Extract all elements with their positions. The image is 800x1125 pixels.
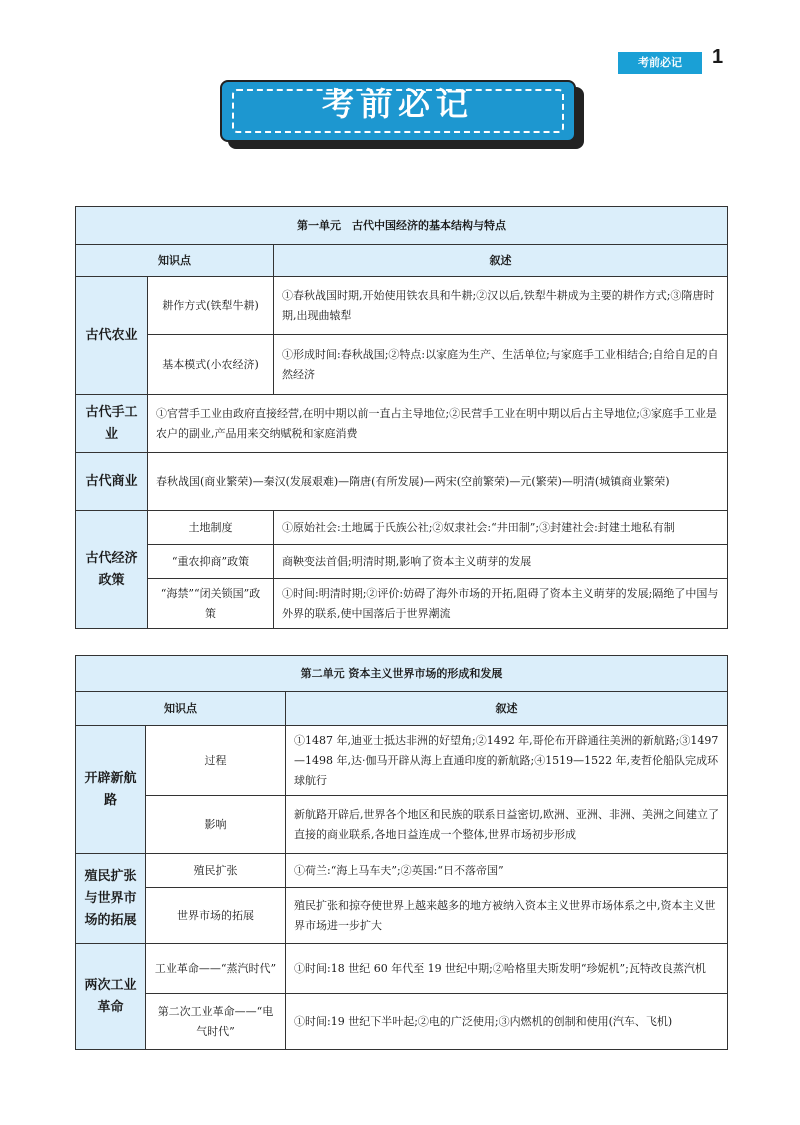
description: ①春秋战国时期,开始使用铁农具和牛耕;②汉以后,铁犁牛耕成为主要的耕作方式;③隋唐时期,出现曲辕犁 [274, 277, 728, 335]
unit2-col-desc: 叙述 [286, 692, 728, 726]
table-row [76, 579, 728, 629]
unit2-col-knowledge: 知识点 [76, 692, 286, 726]
table-row [76, 395, 728, 453]
knowledge-point: 耕作方式(铁犁牛耕) [148, 277, 274, 335]
table-row [76, 944, 728, 994]
category-policy: 古代经济政策 [76, 511, 148, 629]
table-row [76, 453, 728, 511]
description: 商鞅变法首倡;明清时期,影响了资本主义萌芽的发展 [274, 545, 728, 579]
table-row [76, 335, 728, 395]
banner-title: 考前必记 [321, 85, 474, 123]
category-commerce: 古代商业 [76, 453, 148, 511]
description: 春秋战国(商业繁荣)—秦汉(发展艰难)—隋唐(有所发展)—两宋(空前繁荣)—元(繁荣)—明清(城镇商业繁荣) [148, 453, 728, 511]
unit2-title: 第二单元 资本主义世界市场的形成和发展 [76, 656, 728, 692]
knowledge-point: “海禁”“闭关锁国”政策 [148, 579, 274, 629]
unit1-col-knowledge: 知识点 [76, 245, 274, 277]
category-industrial-revolution: 两次工业革命 [76, 944, 146, 1050]
category-colonial-expansion: 殖民扩张与世界市场的拓展 [76, 854, 146, 944]
description: ①时间:明清时期;②评价:妨碍了海外市场的开拓,阻碍了资本主义萌芽的发展;隔绝了中国与外界的联系,使中国落后于世界潮流 [274, 579, 728, 629]
description: ①荷兰:“海上马车夫”;②英国:“日不落帝国” [286, 854, 728, 888]
table-row [76, 796, 728, 854]
unit1-col-desc: 叙述 [274, 245, 728, 277]
knowledge-point: 殖民扩张 [146, 854, 286, 888]
knowledge-point: 土地制度 [148, 511, 274, 545]
title-banner [220, 80, 576, 142]
knowledge-point: 世界市场的拓展 [146, 888, 286, 944]
description: ①1487 年,迪亚士抵达非洲的好望角;②1492 年,哥伦布开辟通往美洲的新航路;③1497—1498 年,达·伽马开辟从海上直通印度的新航路;④1519—1522 年,麦哲伦船队完成环球航行 [286, 726, 728, 796]
description: ①原始社会:土地属于氏族公社;②奴隶社会:“井田制”;③封建社会:封建土地私有制 [274, 511, 728, 545]
table-row [76, 277, 728, 335]
description: ①形成时间:春秋战国;②特点:以家庭为生产、生活单位;与家庭手工业相结合;自给自足的自然经济 [274, 335, 728, 395]
description: ①官营手工业由政府直接经营,在明中期以前一直占主导地位;②民营手工业在明中期以后占主导地位;③家庭手工业是农户的副业,产品用来交纳赋税和家庭消费 [148, 395, 728, 453]
table-row [76, 726, 728, 796]
knowledge-point: “重农抑商”政策 [148, 545, 274, 579]
section-badge: 考前必记 [618, 52, 702, 74]
description: ①时间:19 世纪下半叶起;②电的广泛使用;③内燃机的创制和使用(汽车、飞机) [286, 994, 728, 1050]
page-number: 1 [712, 46, 724, 68]
unit1-table [75, 206, 728, 629]
category-new-routes: 开辟新航路 [76, 726, 146, 854]
table-row [76, 854, 728, 888]
knowledge-point: 过程 [146, 726, 286, 796]
knowledge-point: 工业革命——“蒸汽时代” [146, 944, 286, 994]
knowledge-point: 第二次工业革命——“电气时代” [146, 994, 286, 1050]
table-row [76, 888, 728, 944]
category-agriculture: 古代农业 [76, 277, 148, 395]
description: ①时间:18 世纪 60 年代至 19 世纪中期;②哈格里夫斯发明“珍妮机”;瓦特改良蒸汽机 [286, 944, 728, 994]
table-row [76, 511, 728, 545]
table-row [76, 545, 728, 579]
unit2-table [75, 655, 728, 1050]
knowledge-point: 基本模式(小农经济) [148, 335, 274, 395]
knowledge-point: 影响 [146, 796, 286, 854]
table-row [76, 994, 728, 1050]
description: 新航路开辟后,世界各个地区和民族的联系日益密切,欧洲、亚洲、非洲、美洲之间建立了直接的商业联系,各地日益连成一个整体,世界市场初步形成 [286, 796, 728, 854]
description: 殖民扩张和掠夺使世界上越来越多的地方被纳入资本主义世界市场体系之中,资本主义世界市场进一步扩大 [286, 888, 728, 944]
unit1-title: 第一单元 古代中国经济的基本结构与特点 [76, 207, 728, 245]
category-handicraft: 古代手工业 [76, 395, 148, 453]
